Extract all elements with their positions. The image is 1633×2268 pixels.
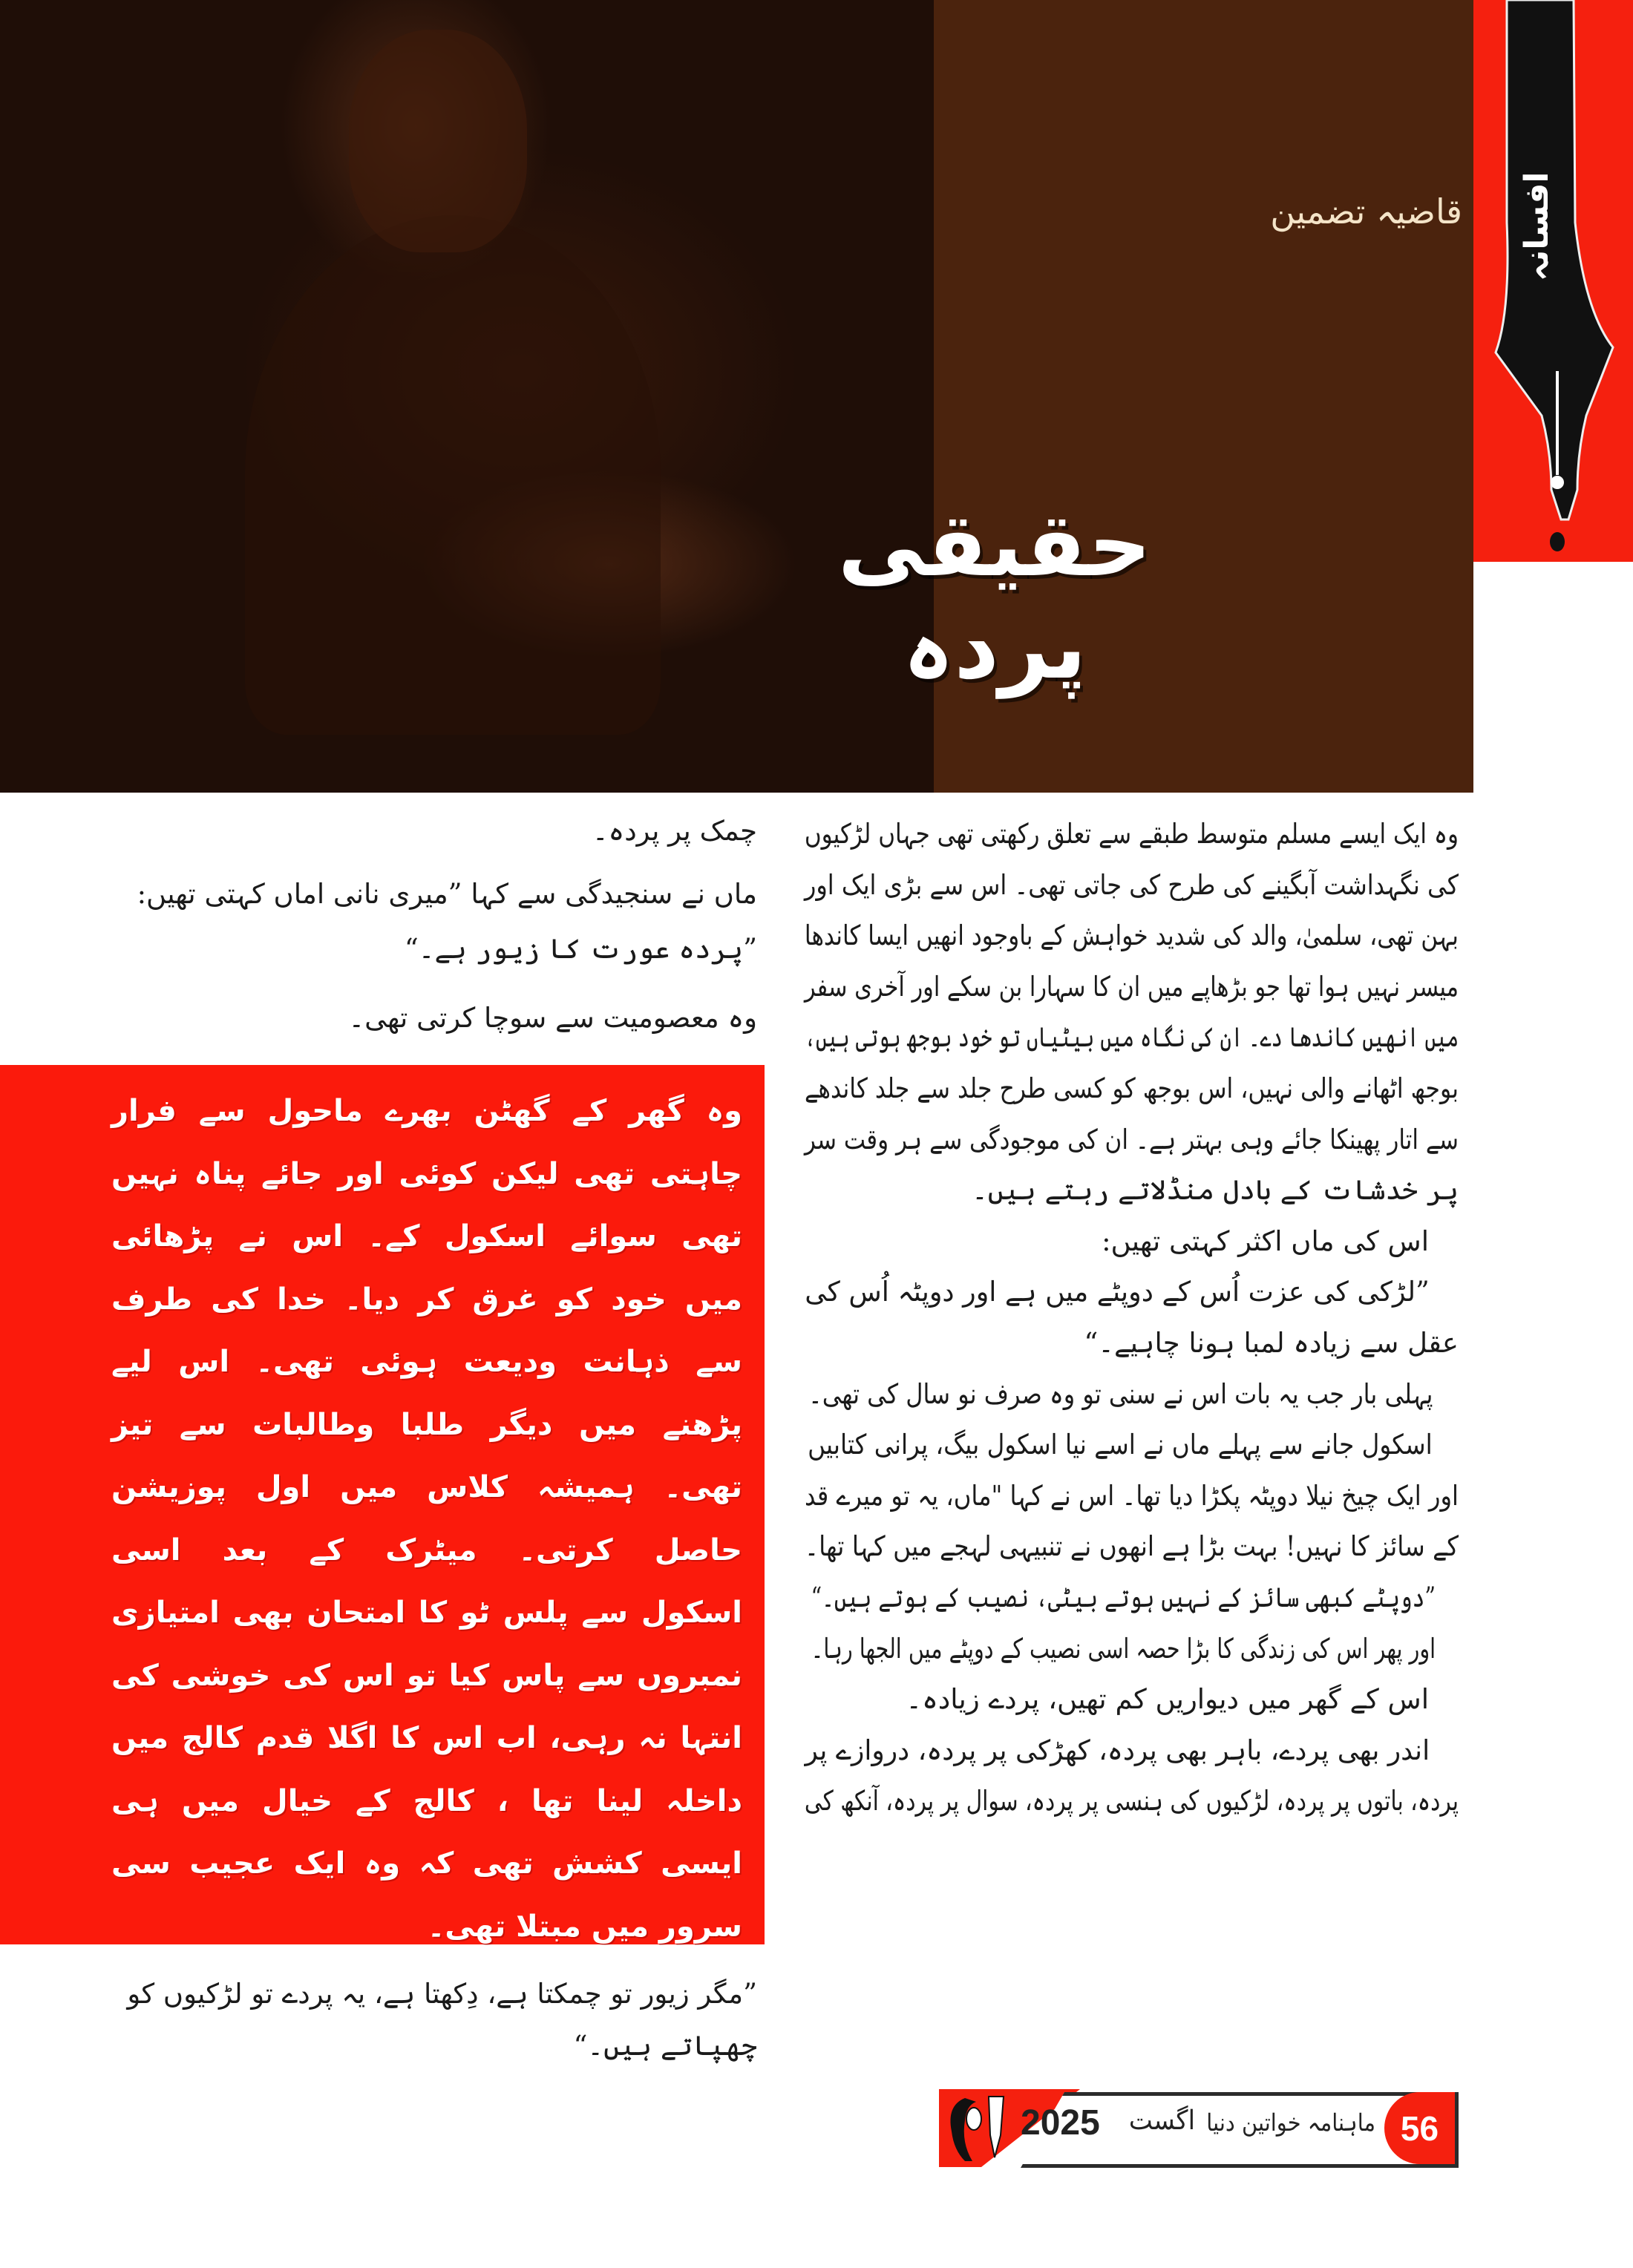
- highlight-line: وہ گھر کے گھٹن بھرے ماحول سے فرار: [111, 1094, 742, 1128]
- paragraph-line: کی نگہداشت آبگینے کی طرح کی جاتی تھی۔ اس سے بڑی ایک اور: [804, 868, 1459, 901]
- page-number: 56: [1384, 2092, 1455, 2164]
- paragraph-line: سے اتار پھینکا جائے وہی بہتر ہے۔ ان کی موجودگی سے ہر وقت سر: [804, 1123, 1459, 1156]
- highlight-line: انتہا نہ رہی، اب اس کا اگلا قدم کالج میں: [111, 1721, 742, 1755]
- issue-month: اگست: [1128, 2105, 1195, 2136]
- highlight-line: اسکول سے پلس ٹو کا امتحان بھی امتیازی: [111, 1596, 742, 1630]
- highlight-box-text: [111, 1080, 742, 1958]
- paragraph-line: پر خدشات کے بادل منڈلاتے رہتے ہیں۔: [972, 1174, 1459, 1207]
- paragraph-line: عقل سے زیادہ لمبا ہونا چاہیے۔“: [1084, 1326, 1459, 1359]
- photo-figure-head: [349, 30, 527, 252]
- category-label: افسانہ: [1518, 171, 1556, 281]
- highlight-line: ایسی کشش تھی کہ وہ ایک عجیب سی: [111, 1846, 742, 1881]
- paragraph-line: اس کے گھر میں دیواریں کم تھیں، پردے زیادہ۔: [906, 1683, 1429, 1716]
- paragraph-line: پہلی بار جب یہ بات اس نے سنی تو وہ صرف نو سال کی تھی۔: [808, 1377, 1433, 1410]
- paragraph-line: اندر بھی پردے، باہر بھی پردہ، کھڑکی پر پردہ، دروازے پر: [805, 1734, 1430, 1766]
- left-text-line: ”پردہ عورت کا زیور ہے۔“: [404, 933, 757, 965]
- magazine-logo-icon: [943, 2091, 1017, 2165]
- page-footer: [939, 2089, 1459, 2167]
- highlight-line: پڑھنے میں دیگر طلبا وطالبات سے تیز: [111, 1407, 742, 1442]
- paragraph-line: بہن تھی، سلمیٰ، والد کی شدید خواہش کے باوجود انھیں ایسا کاندھا: [804, 920, 1459, 952]
- paragraph-line: وہ ایک ایسے مسلم متوسط طبقے سے تعلق رکھتی تھی جہاں لڑکیوں: [804, 818, 1459, 850]
- highlight-line: سرور میں مبتلا تھی۔: [427, 1909, 742, 1944]
- paragraph-line: پردہ، باتوں پر پردہ، لڑکیوں کی ہنسی پر پردہ، سوال پر پردہ، آنکھ کی: [804, 1785, 1459, 1818]
- highlight-line: تھی۔ ہمیشہ کلاس میں اول پوزیشن: [111, 1470, 742, 1504]
- highlight-line: تھی سوائے اسکول کے۔ اس نے پڑھائی: [111, 1219, 742, 1253]
- highlight-line: چاہتی تھی لیکن کوئی اور جائے پناہ نہیں: [111, 1156, 742, 1191]
- left-text-line: چمک پر پردہ۔: [592, 815, 757, 847]
- left-text-line: وہ معصومیت سے سوچا کرتی تھی۔: [348, 1002, 757, 1034]
- paragraph-line: اس کی ماں اکثر کہتی تھیں:: [1102, 1225, 1429, 1257]
- article-title: حقیقی پردہ: [837, 494, 1152, 698]
- right-column: [798, 809, 1459, 1827]
- paragraph-line: بوجھ اٹھانے والی نہیں، اس بوجھ کو کسی طرح جلد سے جلد کاندھے: [804, 1072, 1459, 1104]
- highlight-line: سے ذہانت ودیعت ہوئی تھی۔ اس لیے: [111, 1345, 742, 1379]
- highlight-line: میں خود کو غرق کر دیا۔ خدا کی طرف: [111, 1282, 742, 1317]
- paragraph-line: اور پھر اس کی زندگی کا بڑا حصہ اسی نصیب کے دوپٹے میں الجھا رہا۔: [811, 1632, 1436, 1665]
- left-text-line: چھپاتے ہیں۔“: [573, 2030, 757, 2062]
- paragraph-line: کے سائز کا نہیں! بہت بڑا ہے انھوں نے تنبیہی لہجے میں کہا تھا۔: [804, 1530, 1459, 1563]
- paragraph-line: ”دوپٹے کبھی سائز کے نہیں ہوتے بیٹی، نصیب کے ہوتے ہیں۔“: [811, 1581, 1436, 1613]
- issue-year: 2025: [1021, 2103, 1100, 2143]
- paragraph-line: اور ایک چیخ نیلا دوپٹہ پکڑا دیا تھا۔ اس نے کہا "ماں، یہ تو میرے قد: [804, 1479, 1459, 1512]
- paragraph-line: اسکول جانے سے پہلے ماں نے اسے نیا اسکول بیگ، پرانی کتابیں: [808, 1429, 1433, 1461]
- highlight-line: حاصل کرتی۔ میٹرک کے بعد اسی: [111, 1533, 742, 1567]
- author-name: قاضیہ تضمین: [1270, 191, 1462, 232]
- paragraph-line: ”لڑکی کی عزت اُس کے دوپٹے میں ہے اور دوپٹہ اُس کی: [805, 1276, 1430, 1308]
- paragraph-line: میسر نہیں ہوا تھا جو بڑھاپے میں ان کا سہارا بن سکے اور آخری سفر: [804, 970, 1459, 1003]
- photo-figure-body: [245, 215, 661, 735]
- highlight-line: نمبروں سے پاس کیا تو اس کی خوشی کی: [111, 1658, 742, 1693]
- magazine-name: ماہنامہ خواتین دنیا: [1206, 2108, 1375, 2137]
- left-text-line: ”مگر زیور تو چمکتا ہے، دِکھتا ہے، یہ پردے تو لڑکیوں کو: [127, 1978, 757, 2010]
- highlight-line: داخلہ لینا تھا ، کالج کے خیال میں ہی: [111, 1783, 742, 1818]
- left-text-line: ماں نے سنجیدگی سے کہا ”میری نانی اماں کہتی تھیں:: [137, 878, 757, 910]
- paragraph-line: میں انھیں کاندھا دے۔ ان کی نگاہ میں بیٹیاں تو خود بوجھ ہوتی ہیں،: [804, 1021, 1459, 1054]
